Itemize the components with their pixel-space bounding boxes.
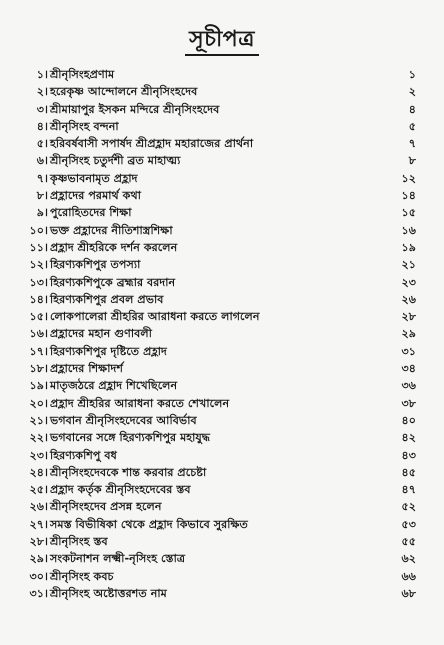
toc-entry xyxy=(24,343,416,360)
entry-number: ২০। xyxy=(29,396,48,410)
entry-title: ভক্ত প্রহ্লাদের নীতিশাস্ত্রশিক্ষা xyxy=(50,223,173,237)
toc-entry xyxy=(24,222,416,239)
toc-entry xyxy=(24,429,416,446)
table-of-contents xyxy=(24,66,416,602)
entry-title: লোকপালেরা শ্রীহরির আরাধনা করতে লাগলেন xyxy=(50,310,260,324)
entry-title: শ্রীনৃসিংহ কবচ xyxy=(50,569,114,583)
toc-entry xyxy=(24,412,416,429)
entry-number: ২৯। xyxy=(29,552,48,566)
entry-number: ১০। xyxy=(29,223,48,237)
entry-title: শ্রীনৃসিংহ চতুর্দশী ব্রত মাহাত্ম্য xyxy=(50,154,181,168)
entry-page-number: ২৮ xyxy=(401,310,416,324)
entry-title: প্রহ্লাদের শিক্ষাদর্শ xyxy=(50,362,123,376)
entry-number: ৭। xyxy=(36,171,48,185)
entry-title: শ্রীনৃসিংহপ্রণাম xyxy=(50,68,115,81)
entry-title: হিরণ্যকশিপুকে ব্রহ্মার বরদান xyxy=(50,275,176,289)
toc-entry xyxy=(24,568,416,585)
entry-page-number: ৪২ xyxy=(401,431,416,445)
entry-number: ২৩। xyxy=(29,448,48,462)
entry-number: ৮। xyxy=(36,189,48,203)
entry-title: সংকটনাশন লক্ষ্মী-নৃসিংহ স্তোত্র xyxy=(50,552,186,566)
page-title xyxy=(0,22,444,59)
toc-entry xyxy=(24,533,416,550)
entry-page-number: ৩৬ xyxy=(401,379,416,393)
entry-page-number: ৬৬ xyxy=(401,569,416,583)
toc-entry xyxy=(24,308,416,325)
toc-entry xyxy=(24,395,416,412)
toc-entry xyxy=(24,464,416,481)
entry-page-number: ১৪ xyxy=(401,189,416,203)
entry-page-number: ৪৭ xyxy=(401,483,416,497)
entry-page-number: ৪০ xyxy=(401,413,416,427)
entry-page-number: ৪ xyxy=(408,102,416,116)
entry-title: প্রহ্লাদের মহান গুণাবলী xyxy=(50,327,152,341)
entry-page-number: ৫২ xyxy=(401,500,416,514)
toc-entry xyxy=(24,377,416,394)
entry-title: শ্রীনৃসিংহ বন্দনা xyxy=(50,119,119,133)
entry-number: ৬। xyxy=(36,154,48,168)
toc-entry xyxy=(24,291,416,308)
entry-number: ১৯। xyxy=(29,379,48,393)
entry-number: ২৫। xyxy=(29,483,48,497)
toc-entry xyxy=(24,516,416,533)
entry-title: হরিবর্ষবাসী সপার্ষদ শ্রীপ্রহ্লাদ মহারাজের প্রার্থনা xyxy=(50,137,254,151)
toc-entry xyxy=(24,135,416,152)
entry-number: ২। xyxy=(36,85,48,99)
entry-number: ১৫। xyxy=(29,310,48,324)
toc-entry xyxy=(24,204,416,221)
entry-page-number: ৬২ xyxy=(401,552,416,566)
entry-title: প্রহ্লাদের পরমার্থ কথা xyxy=(50,189,141,203)
toc-entry xyxy=(24,550,416,567)
entry-title: হরেকৃষ্ণ আন্দোলনে শ্রীনৃসিংহদেব xyxy=(50,85,198,99)
entry-page-number: ৪৩ xyxy=(401,448,416,462)
entry-page-number: ৩৮ xyxy=(401,396,416,410)
toc-entry xyxy=(24,83,416,100)
entry-page-number: ৪৫ xyxy=(401,465,416,479)
entry-number: ১৩। xyxy=(29,275,48,289)
entry-page-number: ৬৮ xyxy=(401,586,416,600)
entry-title: শ্রীনৃসিংহদেব প্রসন্ন হলেন xyxy=(50,500,162,514)
toc-entry xyxy=(24,481,416,498)
entry-number: ২৬। xyxy=(29,500,48,514)
toc-entry xyxy=(24,118,416,135)
title-text: সূচীপত্র xyxy=(185,27,259,56)
entry-number: ৩০। xyxy=(29,569,48,583)
entry-page-number: ১৫ xyxy=(401,206,416,220)
entry-title: শ্রীনৃসিংহ স্তব xyxy=(50,535,108,549)
entry-title: প্রহ্লাদ শ্রীহরিকে দর্শন করলেন xyxy=(50,240,178,254)
entry-page-number: ২১ xyxy=(401,258,416,272)
toc-entry xyxy=(24,101,416,118)
entry-number: ১৭। xyxy=(29,344,48,358)
entry-title: হিরণ্যকশিপু বধ xyxy=(50,448,117,462)
entry-page-number: ২ xyxy=(408,85,416,99)
entry-page-number: ২৯ xyxy=(401,327,416,341)
entry-title: সমস্ত বিভীষিকা থেকে প্রহ্লাদ কিভাবে সুরক্ষিত xyxy=(50,517,248,531)
entry-title: হিরণ্যকশিপুর দৃষ্টিতে প্রহ্লাদ xyxy=(50,344,167,358)
entry-page-number: ৫ xyxy=(408,119,416,133)
entry-title: কৃষ্ণভাবনামৃত প্রহ্লাদ xyxy=(50,171,138,185)
entry-page-number: ৫৩ xyxy=(401,517,416,531)
toc-entry xyxy=(24,170,416,187)
entry-title: প্রহ্লাদ কর্তৃক শ্রীনৃসিংহদেবের স্তব xyxy=(50,483,191,497)
toc-entry xyxy=(24,360,416,377)
entry-page-number: ১৯ xyxy=(401,240,416,254)
toc-entry xyxy=(24,187,416,204)
entry-number: ২৪। xyxy=(29,465,48,479)
entry-number: ১১। xyxy=(29,240,48,254)
entry-title: ভগবানের সঙ্গে হিরণ্যকশিপুর মহাযুদ্ধ xyxy=(50,431,211,445)
entry-title: শ্রীনৃসিংহ অষ্টোত্তরশত নাম xyxy=(50,586,167,600)
entry-number: ২১। xyxy=(29,413,48,427)
entry-number: ২২। xyxy=(29,431,48,445)
entry-number: ৫। xyxy=(36,137,48,151)
entry-page-number: ১৬ xyxy=(401,223,416,237)
entry-page-number: ১ xyxy=(408,68,416,81)
toc-entry xyxy=(24,152,416,169)
entry-page-number: ৭ xyxy=(408,137,416,151)
entry-number: ১২। xyxy=(29,258,48,272)
entry-page-number: ৮ xyxy=(408,154,416,168)
entry-number: ১৪। xyxy=(29,292,48,306)
entry-number: ২৭। xyxy=(29,517,48,531)
toc-entry xyxy=(24,274,416,291)
toc-entry xyxy=(24,256,416,273)
toc-entry xyxy=(24,66,416,83)
entry-page-number: ৩৪ xyxy=(401,362,416,376)
toc-entry xyxy=(24,325,416,342)
toc-entry xyxy=(24,239,416,256)
entry-title: মাতৃজঠরে প্রহ্লাদ শিখেছিলেন xyxy=(50,379,178,393)
entry-title: হিরণ্যকশিপুর তপস্যা xyxy=(50,258,141,272)
entry-number: ১৬। xyxy=(29,327,48,341)
entry-title: ভগবান শ্রীনৃসিংহদেবের আবির্ভাব xyxy=(50,413,197,427)
toc-entry xyxy=(24,447,416,464)
toc-entry xyxy=(24,585,416,602)
entry-title: প্রহ্লাদ শ্রীহরির আরাধনা করতে শেখালেন xyxy=(50,396,230,410)
entry-page-number: ২৩ xyxy=(401,275,416,289)
entry-number: ৩। xyxy=(36,102,48,116)
entry-title: শ্রীমায়াপুর ইসকন মন্দিরে শ্রীনৃসিংহদেব xyxy=(50,102,220,116)
entry-number: ১৮। xyxy=(29,362,48,376)
entry-number: ৩১। xyxy=(29,586,48,600)
entry-page-number: ৫৫ xyxy=(401,535,416,549)
entry-title: হিরণ্যকশিপুর প্রবল প্রভাব xyxy=(50,292,164,306)
toc-entry xyxy=(24,498,416,515)
entry-page-number: ২৬ xyxy=(401,292,416,306)
entry-page-number: ৩১ xyxy=(401,344,416,358)
entry-title: পুরোহিতদের শিক্ষা xyxy=(50,206,132,220)
entry-page-number: ১২ xyxy=(401,171,416,185)
entry-number: ৯। xyxy=(36,206,48,220)
entry-number: ১। xyxy=(36,68,48,81)
entry-number: ২৮। xyxy=(29,535,48,549)
entry-number: ৪। xyxy=(36,119,48,133)
entry-title: শ্রীনৃসিংহদেবকে শান্ত করবার প্রচেষ্টা xyxy=(50,465,207,479)
